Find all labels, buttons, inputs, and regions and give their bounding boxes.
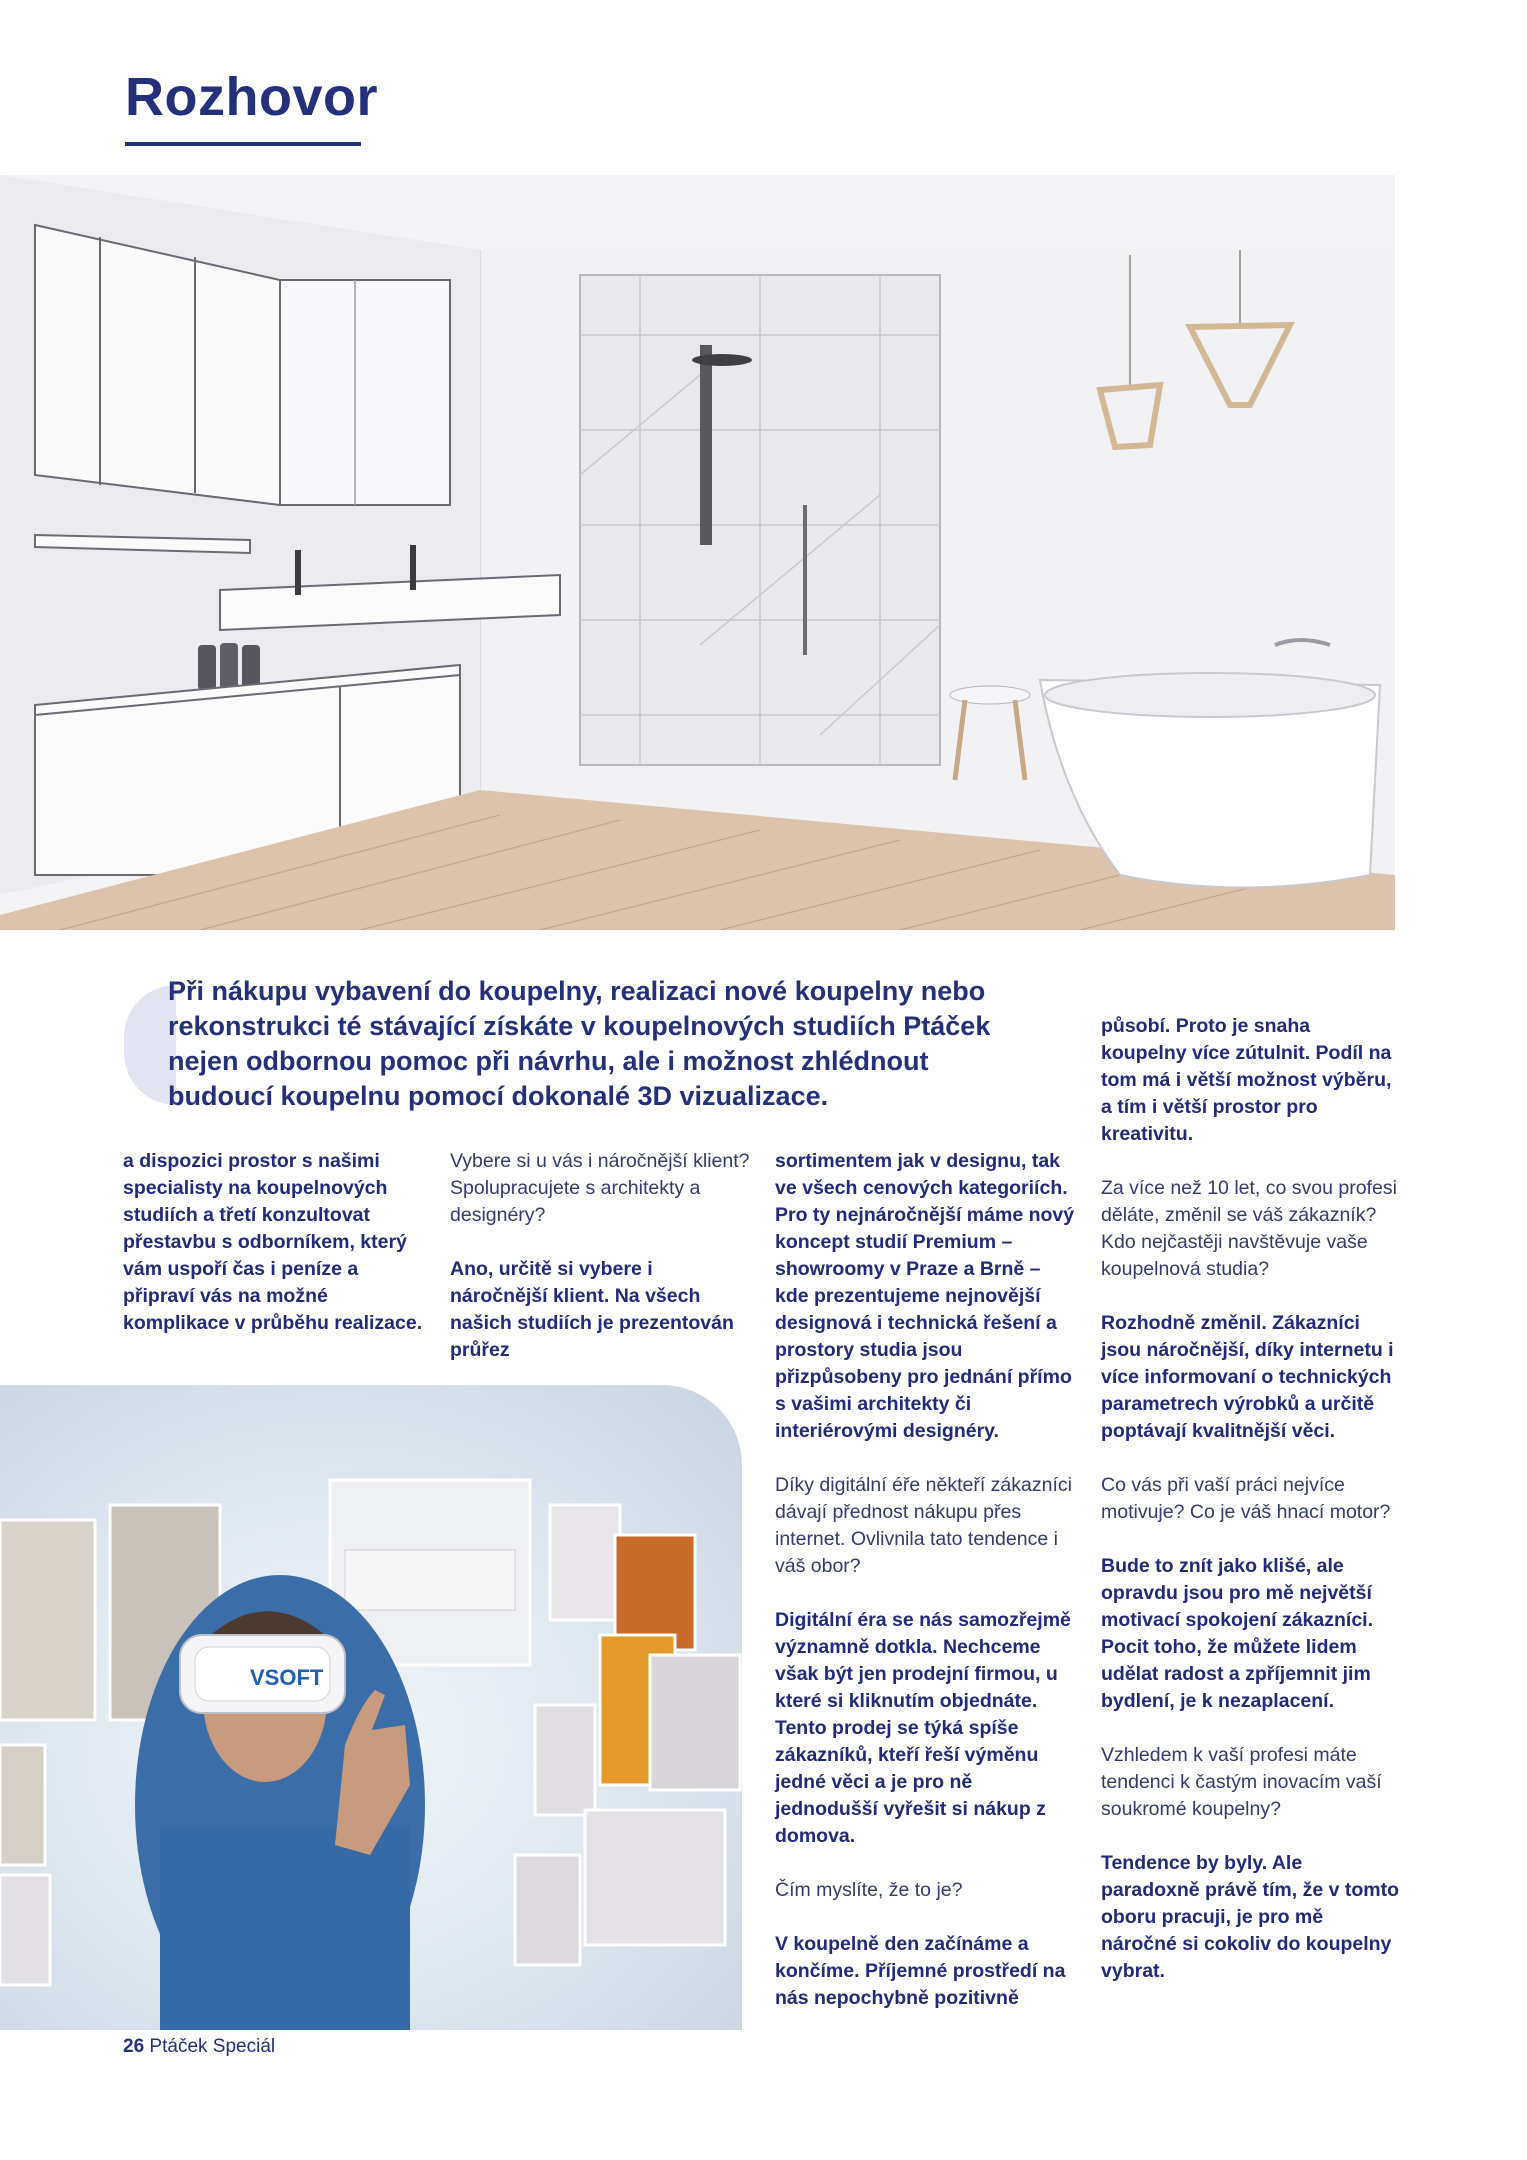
answer-text: V koupelně den začínáme a končíme. Příjemné prostředí na nás nepochybně pozitivně xyxy=(775,1933,1066,2009)
answer-text: Tendence by byly. Ale paradoxně právě tím, že v tomto oboru pracuji, je pro mě náročné si cokoliv do koupelny vybrat. xyxy=(1101,1852,1399,1982)
answer-text: Bude to znít jako klišé, ale opravdu jsou pro mě největší motivací spokojení zákazníci. Pocit toho, že můžete lidem udělat radost a zpříjemnit jim bydlení, je k nezaplacení. xyxy=(1101,1555,1374,1712)
text-column-4 xyxy=(1101,1013,1401,2012)
page-footer xyxy=(123,2036,275,2058)
section-title: Rozhovor xyxy=(125,67,378,127)
answer-text: a dispozici prostor s našimi specialisty na koupelnových studiích a třetí konzultovat přestavbu s odborníkem, který vám uspoří čas i peníze a připraví vás na možné komplikace v průběhu realizace. xyxy=(123,1150,423,1334)
question-text: Díky digitální éře někteří zákazníci dávají přednost nákupu přes internet. Ovlivnila tato tendence i váš obor? xyxy=(775,1474,1072,1577)
man-with-vr-headset xyxy=(135,1575,425,2030)
vr-illustration xyxy=(0,1385,742,2030)
page-number: 26 xyxy=(123,2036,145,2057)
vr-visualization-image xyxy=(0,1385,742,2030)
question-text: Čím myslíte, že to je? xyxy=(775,1879,963,1901)
question-text: Vybere si u vás i náročnější klient? Spolupracujete s architekty a designéry? xyxy=(450,1150,750,1226)
answer-text: Ano, určitě si vybere i náročnější klient. Na všech našich studiích je prezentován průřez xyxy=(450,1258,734,1361)
question-text: Co vás při vaší práci nejvíce motivuje? Co je váš hnací motor? xyxy=(1101,1474,1391,1523)
publication-name: Ptáček Speciál xyxy=(149,2036,276,2057)
lead-paragraph: Při nákupu vybavení do koupelny, realizaci nové koupelny nebo rekonstrukci té stávající získáte v koupelnových studiích Ptáček nejen odbornou pomoc při návrhu, ale i možnost zhlédnout budoucí koupelnu pomocí dokonalé 3D vizualizace. xyxy=(168,976,991,1111)
text-column-2 xyxy=(450,1148,750,1391)
answer-text: sortimentem jak v designu, tak ve všech cenových kategoriích. Pro ty nejnáročnější máme nový koncept studií Premium – showroomy v Praze a Brně – kde prezentujeme nejnovější designová i technická řešení a prostory studia jsou přizpůsobeny pro jednání přímo s vašimi architekty či interiérovými designéry. xyxy=(775,1150,1075,1442)
vr-headset-logo: VSOFT xyxy=(250,1665,324,1690)
answer-text: Rozhodně změnil. Zákazníci jsou náročnější, díky internetu i více informovaní o technických parametrech výrobků a určitě poptávají kvalitnější věci. xyxy=(1101,1312,1394,1442)
text-column-3 xyxy=(775,1148,1075,2039)
hero-bathroom-image xyxy=(0,175,1395,930)
question-text: Za více než 10 let, co svou profesi děláte, změnil se váš zákazník? Kdo nejčastěji navštěvuje vaše koupelnová studia? xyxy=(1101,1177,1397,1280)
bathroom-illustration xyxy=(0,175,1395,930)
text-column-1 xyxy=(123,1148,423,1364)
title-underline xyxy=(125,142,361,146)
question-text: Vzhledem k vaší profesi máte tendenci k častým inovacím vaší soukromé koupelny? xyxy=(1101,1744,1382,1820)
answer-text: působí. Proto je snaha koupelny více zútulnit. Podíl na tom má i větší možnost výběru, a tím i větší prostor pro kreativitu. xyxy=(1101,1015,1392,1145)
answer-text: Digitální éra se nás samozřejmě významně dotkla. Nechceme však být jen prodejní firmou, u které si kliknutím objednáte. Tento prodej se týká spíše zákazníků, kteří řeší výměnu jedné věci a je pro ně jednodušší vyřešit si nákup z domova. xyxy=(775,1609,1071,1847)
